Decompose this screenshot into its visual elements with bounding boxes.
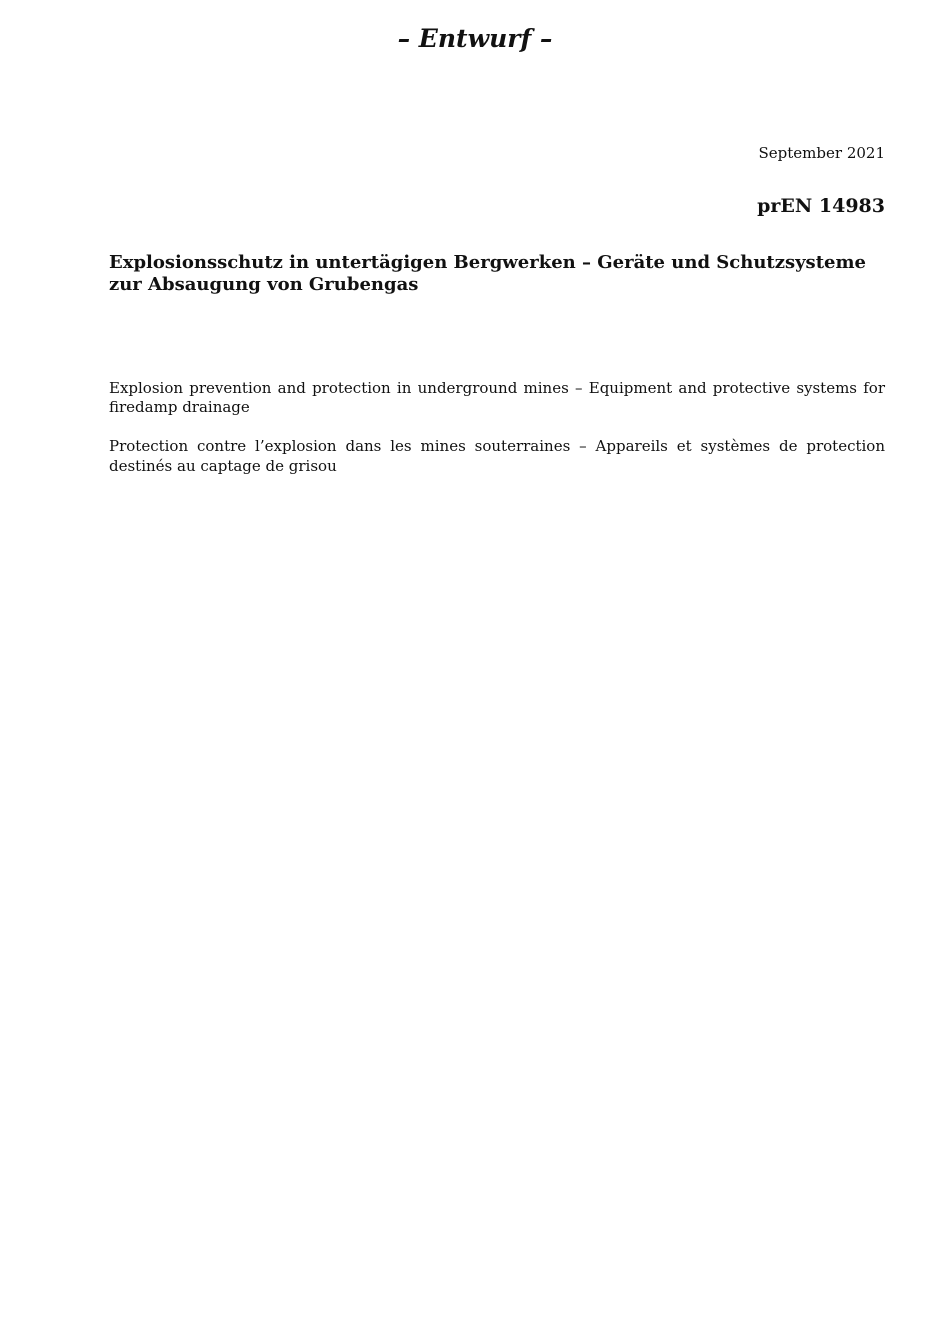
document-number: prEN 14983 bbox=[757, 195, 885, 217]
document-date: September 2021 bbox=[758, 144, 885, 162]
title-french: Protection contre l’explosion dans les mines souterraines – Appareils et systèmes de protection destinés au captage de grisou bbox=[109, 437, 885, 475]
title-german: Explosionsschutz in untertägigen Bergwerken – Geräte und Schutzsysteme zur Absaugung von Grubengas bbox=[109, 252, 866, 295]
draft-label: – Entwurf – bbox=[397, 24, 553, 53]
title-english: Explosion prevention and protection in underground mines – Equipment and protective systems for firedamp drainage bbox=[109, 379, 885, 416]
